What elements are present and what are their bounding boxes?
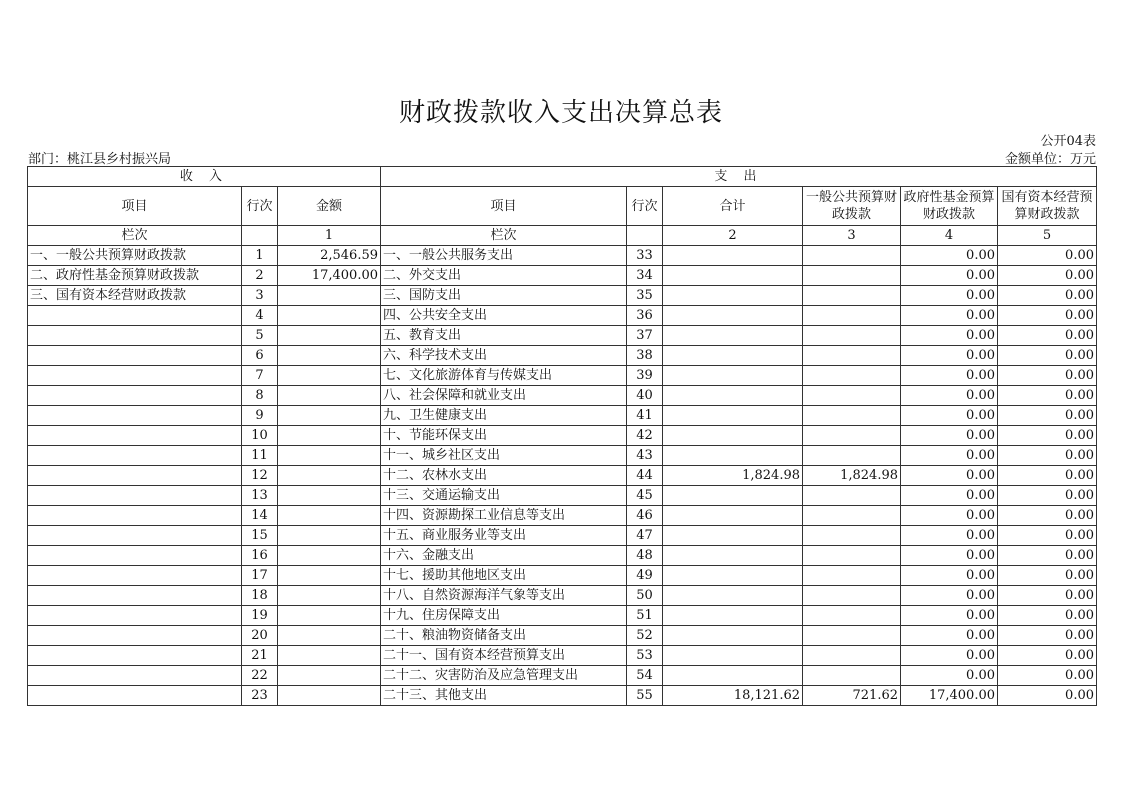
table-row (28, 406, 1097, 426)
state-capital-header: 国有资本经营预算财政拨款 (998, 187, 1097, 226)
income-amount-cell (278, 346, 381, 366)
total-amount-cell (663, 546, 803, 566)
income-row-number: 4 (242, 306, 278, 326)
income-item-cell: 三、国有资本经营财政拨款 (28, 286, 242, 306)
income-item-cell (28, 606, 242, 626)
expense-row-number: 35 (627, 286, 663, 306)
income-item-cell (28, 326, 242, 346)
table-row (28, 666, 1097, 686)
total-amount-cell (663, 506, 803, 526)
state-capital-cell: 0.00 (998, 366, 1097, 386)
income-amount-cell: 2,546.59 (278, 246, 381, 266)
expense-item-cell: 二十一、国有资本经营预算支出 (381, 646, 627, 666)
gov-fund-cell: 0.00 (901, 526, 998, 546)
col-number-1: 1 (278, 226, 381, 246)
expense-item-cell: 二十二、灾害防治及应急管理支出 (381, 666, 627, 686)
table-row (28, 346, 1097, 366)
gov-fund-cell: 0.00 (901, 426, 998, 446)
expense-row-number: 39 (627, 366, 663, 386)
income-section-header: 收 入 (28, 167, 381, 187)
expense-item-cell: 七、文化旅游体育与传媒支出 (381, 366, 627, 386)
total-amount-cell (663, 626, 803, 646)
income-row-number: 22 (242, 666, 278, 686)
expense-item-cell: 九、卫生健康支出 (381, 406, 627, 426)
general-budget-cell (803, 626, 901, 646)
gov-fund-cell: 0.00 (901, 626, 998, 646)
total-amount-cell (663, 446, 803, 466)
income-row-number: 1 (242, 246, 278, 266)
income-row-number: 19 (242, 606, 278, 626)
general-budget-header: 一般公共预算财政拨款 (803, 187, 901, 226)
general-budget-cell (803, 426, 901, 446)
state-capital-cell: 0.00 (998, 446, 1097, 466)
empty-cell (242, 226, 278, 246)
expense-item-cell: 四、公共安全支出 (381, 306, 627, 326)
expense-row-number: 53 (627, 646, 663, 666)
expense-item-cell: 五、教育支出 (381, 326, 627, 346)
total-amount-cell (663, 586, 803, 606)
gov-fund-cell: 0.00 (901, 446, 998, 466)
income-item-cell (28, 366, 242, 386)
income-row-number: 6 (242, 346, 278, 366)
table-row (28, 446, 1097, 466)
table-row (28, 286, 1097, 306)
income-row-header: 行次 (242, 187, 278, 226)
expense-row-number: 45 (627, 486, 663, 506)
section-header-row (28, 167, 1097, 187)
general-budget-cell (803, 346, 901, 366)
gov-fund-cell: 0.00 (901, 386, 998, 406)
income-item-cell (28, 406, 242, 426)
total-amount-cell (663, 666, 803, 686)
empty-cell (627, 226, 663, 246)
expense-row-number: 55 (627, 686, 663, 706)
expense-row-number: 42 (627, 426, 663, 446)
table-row (28, 626, 1097, 646)
table-row (28, 526, 1097, 546)
gov-fund-cell: 0.00 (901, 366, 998, 386)
table-row (28, 246, 1097, 266)
income-amount-cell (278, 486, 381, 506)
total-amount-cell (663, 606, 803, 626)
state-capital-cell: 0.00 (998, 506, 1097, 526)
expense-item-cell: 十八、自然资源海洋气象等支出 (381, 586, 627, 606)
column-number-row (28, 226, 1097, 246)
table-row (28, 566, 1097, 586)
income-amount-header: 金额 (278, 187, 381, 226)
income-item-cell (28, 546, 242, 566)
expense-item-header: 项目 (381, 187, 627, 226)
expense-row-number: 44 (627, 466, 663, 486)
income-item-cell (28, 566, 242, 586)
table-row (28, 686, 1097, 706)
income-item-cell (28, 346, 242, 366)
general-budget-cell (803, 506, 901, 526)
income-row-number: 17 (242, 566, 278, 586)
income-row-number: 12 (242, 466, 278, 486)
expense-item-cell: 二、外交支出 (381, 266, 627, 286)
col-label-right: 栏次 (381, 226, 627, 246)
income-amount-cell (278, 646, 381, 666)
income-row-number: 13 (242, 486, 278, 506)
expense-row-number: 34 (627, 266, 663, 286)
income-row-number: 15 (242, 526, 278, 546)
total-amount-cell (663, 306, 803, 326)
expense-row-number: 43 (627, 446, 663, 466)
income-amount-cell (278, 526, 381, 546)
col-number-3: 3 (803, 226, 901, 246)
gov-fund-cell: 0.00 (901, 246, 998, 266)
table-row (28, 506, 1097, 526)
expense-row-number: 50 (627, 586, 663, 606)
income-row-number: 23 (242, 686, 278, 706)
total-amount-cell (663, 406, 803, 426)
gov-fund-cell: 0.00 (901, 486, 998, 506)
income-amount-cell (278, 446, 381, 466)
income-amount-cell: 17,400.00 (278, 266, 381, 286)
table-row (28, 546, 1097, 566)
total-amount-cell (663, 366, 803, 386)
state-capital-cell: 0.00 (998, 386, 1097, 406)
income-amount-cell (278, 386, 381, 406)
table-row (28, 606, 1097, 626)
expense-section-header: 支 出 (381, 167, 1097, 187)
expense-row-header: 行次 (627, 187, 663, 226)
income-amount-cell (278, 546, 381, 566)
income-item-cell (28, 486, 242, 506)
state-capital-cell: 0.00 (998, 466, 1097, 486)
general-budget-cell (803, 486, 901, 506)
total-amount-cell (663, 646, 803, 666)
income-amount-cell (278, 466, 381, 486)
income-item-cell (28, 646, 242, 666)
income-item-cell: 二、政府性基金预算财政拨款 (28, 266, 242, 286)
total-amount-cell (663, 386, 803, 406)
gov-fund-cell: 0.00 (901, 666, 998, 686)
income-item-cell (28, 446, 242, 466)
income-amount-cell (278, 626, 381, 646)
expense-row-number: 48 (627, 546, 663, 566)
state-capital-cell: 0.00 (998, 326, 1097, 346)
general-budget-cell (803, 306, 901, 326)
income-amount-cell (278, 286, 381, 306)
state-capital-cell: 0.00 (998, 666, 1097, 686)
col-number-2: 2 (663, 226, 803, 246)
state-capital-cell: 0.00 (998, 546, 1097, 566)
col-number-5: 5 (998, 226, 1097, 246)
income-row-number: 8 (242, 386, 278, 406)
general-budget-cell: 721.62 (803, 686, 901, 706)
table-row (28, 386, 1097, 406)
expense-item-cell: 十七、援助其他地区支出 (381, 566, 627, 586)
state-capital-cell: 0.00 (998, 686, 1097, 706)
state-capital-cell: 0.00 (998, 406, 1097, 426)
expense-item-cell: 六、科学技术支出 (381, 346, 627, 366)
table-row (28, 646, 1097, 666)
table-row (28, 266, 1097, 286)
expense-row-number: 51 (627, 606, 663, 626)
income-amount-cell (278, 566, 381, 586)
general-budget-cell (803, 606, 901, 626)
expense-item-cell: 十五、商业服务业等支出 (381, 526, 627, 546)
expense-item-cell: 十六、金融支出 (381, 546, 627, 566)
income-row-number: 20 (242, 626, 278, 646)
form-number: 公开04表 (1040, 134, 1096, 149)
expense-item-cell: 十一、城乡社区支出 (381, 446, 627, 466)
income-row-number: 14 (242, 506, 278, 526)
income-row-number: 18 (242, 586, 278, 606)
state-capital-cell: 0.00 (998, 566, 1097, 586)
income-item-cell (28, 306, 242, 326)
total-amount-cell (663, 346, 803, 366)
general-budget-cell (803, 286, 901, 306)
gov-fund-cell: 0.00 (901, 466, 998, 486)
income-amount-cell (278, 326, 381, 346)
gov-fund-cell: 17,400.00 (901, 686, 998, 706)
gov-fund-cell: 0.00 (901, 506, 998, 526)
gov-fund-cell: 0.00 (901, 306, 998, 326)
total-amount-cell (663, 426, 803, 446)
gov-fund-cell: 0.00 (901, 346, 998, 366)
expense-row-number: 40 (627, 386, 663, 406)
total-header: 合计 (663, 187, 803, 226)
department-label: 部门：桃江县乡村振兴局 (28, 152, 172, 167)
total-amount-cell (663, 286, 803, 306)
table-row (28, 466, 1097, 486)
total-amount-cell (663, 246, 803, 266)
state-capital-cell: 0.00 (998, 626, 1097, 646)
income-item-cell (28, 426, 242, 446)
table-row (28, 326, 1097, 346)
income-amount-cell (278, 506, 381, 526)
general-budget-cell (803, 366, 901, 386)
state-capital-cell: 0.00 (998, 486, 1097, 506)
general-budget-cell (803, 326, 901, 346)
state-capital-cell: 0.00 (998, 346, 1097, 366)
fiscal-summary-table (27, 166, 1097, 706)
state-capital-cell: 0.00 (998, 646, 1097, 666)
table-row (28, 586, 1097, 606)
general-budget-cell (803, 526, 901, 546)
income-amount-cell (278, 366, 381, 386)
expense-item-cell: 二十、粮油物资储备支出 (381, 626, 627, 646)
expense-row-number: 49 (627, 566, 663, 586)
income-item-cell (28, 466, 242, 486)
gov-fund-cell: 0.00 (901, 646, 998, 666)
total-amount-cell (663, 526, 803, 546)
income-amount-cell (278, 606, 381, 626)
expense-row-number: 41 (627, 406, 663, 426)
column-header-row (28, 187, 1097, 226)
gov-fund-cell: 0.00 (901, 606, 998, 626)
expense-item-cell: 十四、资源勘探工业信息等支出 (381, 506, 627, 526)
income-item-cell (28, 626, 242, 646)
state-capital-cell: 0.00 (998, 306, 1097, 326)
gov-fund-cell: 0.00 (901, 566, 998, 586)
col-label-left: 栏次 (28, 226, 242, 246)
unit-label: 金额单位：万元 (1004, 152, 1096, 167)
income-row-number: 16 (242, 546, 278, 566)
state-capital-cell: 0.00 (998, 426, 1097, 446)
income-row-number: 3 (242, 286, 278, 306)
expense-item-cell: 十三、交通运输支出 (381, 486, 627, 506)
income-item-cell (28, 666, 242, 686)
income-amount-cell (278, 426, 381, 446)
income-row-number: 7 (242, 366, 278, 386)
expense-row-number: 37 (627, 326, 663, 346)
expense-item-cell: 十九、住房保障支出 (381, 606, 627, 626)
expense-row-number: 36 (627, 306, 663, 326)
state-capital-cell: 0.00 (998, 286, 1097, 306)
general-budget-cell (803, 666, 901, 686)
gov-fund-cell: 0.00 (901, 546, 998, 566)
general-budget-cell (803, 446, 901, 466)
state-capital-cell: 0.00 (998, 246, 1097, 266)
general-budget-cell (803, 646, 901, 666)
table-row (28, 426, 1097, 446)
income-row-number: 9 (242, 406, 278, 426)
expense-item-cell: 一、一般公共服务支出 (381, 246, 627, 266)
general-budget-cell (803, 406, 901, 426)
general-budget-cell (803, 266, 901, 286)
state-capital-cell: 0.00 (998, 526, 1097, 546)
expense-item-cell: 十二、农林水支出 (381, 466, 627, 486)
gov-fund-cell: 0.00 (901, 586, 998, 606)
income-item-cell (28, 586, 242, 606)
income-amount-cell (278, 406, 381, 426)
total-amount-cell: 1,824.98 (663, 466, 803, 486)
gov-fund-header: 政府性基金预算财政拨款 (901, 187, 998, 226)
general-budget-cell (803, 586, 901, 606)
income-amount-cell (278, 686, 381, 706)
income-item-cell: 一、一般公共预算财政拨款 (28, 246, 242, 266)
general-budget-cell: 1,824.98 (803, 466, 901, 486)
expense-row-number: 38 (627, 346, 663, 366)
general-budget-cell (803, 386, 901, 406)
state-capital-cell: 0.00 (998, 266, 1097, 286)
total-amount-cell (663, 566, 803, 586)
expense-item-cell: 八、社会保障和就业支出 (381, 386, 627, 406)
expense-row-number: 47 (627, 526, 663, 546)
total-amount-cell (663, 486, 803, 506)
expense-row-number: 54 (627, 666, 663, 686)
income-row-number: 21 (242, 646, 278, 666)
expense-row-number: 33 (627, 246, 663, 266)
page-title: 财政拨款收入支出决算总表 (398, 98, 723, 128)
table-row (28, 366, 1097, 386)
income-amount-cell (278, 666, 381, 686)
expense-item-cell: 二十三、其他支出 (381, 686, 627, 706)
expense-item-cell: 十、节能环保支出 (381, 426, 627, 446)
table-row (28, 486, 1097, 506)
income-amount-cell (278, 586, 381, 606)
gov-fund-cell: 0.00 (901, 406, 998, 426)
gov-fund-cell: 0.00 (901, 286, 998, 306)
expense-item-cell: 三、国防支出 (381, 286, 627, 306)
income-amount-cell (278, 306, 381, 326)
income-row-number: 11 (242, 446, 278, 466)
gov-fund-cell: 0.00 (901, 326, 998, 346)
income-item-header: 项目 (28, 187, 242, 226)
general-budget-cell (803, 566, 901, 586)
income-item-cell (28, 506, 242, 526)
income-row-number: 5 (242, 326, 278, 346)
total-amount-cell (663, 266, 803, 286)
income-row-number: 10 (242, 426, 278, 446)
income-item-cell (28, 526, 242, 546)
total-amount-cell: 18,121.62 (663, 686, 803, 706)
income-item-cell (28, 686, 242, 706)
income-item-cell (28, 386, 242, 406)
state-capital-cell: 0.00 (998, 606, 1097, 626)
general-budget-cell (803, 246, 901, 266)
expense-row-number: 52 (627, 626, 663, 646)
state-capital-cell: 0.00 (998, 586, 1097, 606)
general-budget-cell (803, 546, 901, 566)
col-number-4: 4 (901, 226, 998, 246)
gov-fund-cell: 0.00 (901, 266, 998, 286)
total-amount-cell (663, 326, 803, 346)
expense-row-number: 46 (627, 506, 663, 526)
table-row (28, 306, 1097, 326)
income-row-number: 2 (242, 266, 278, 286)
